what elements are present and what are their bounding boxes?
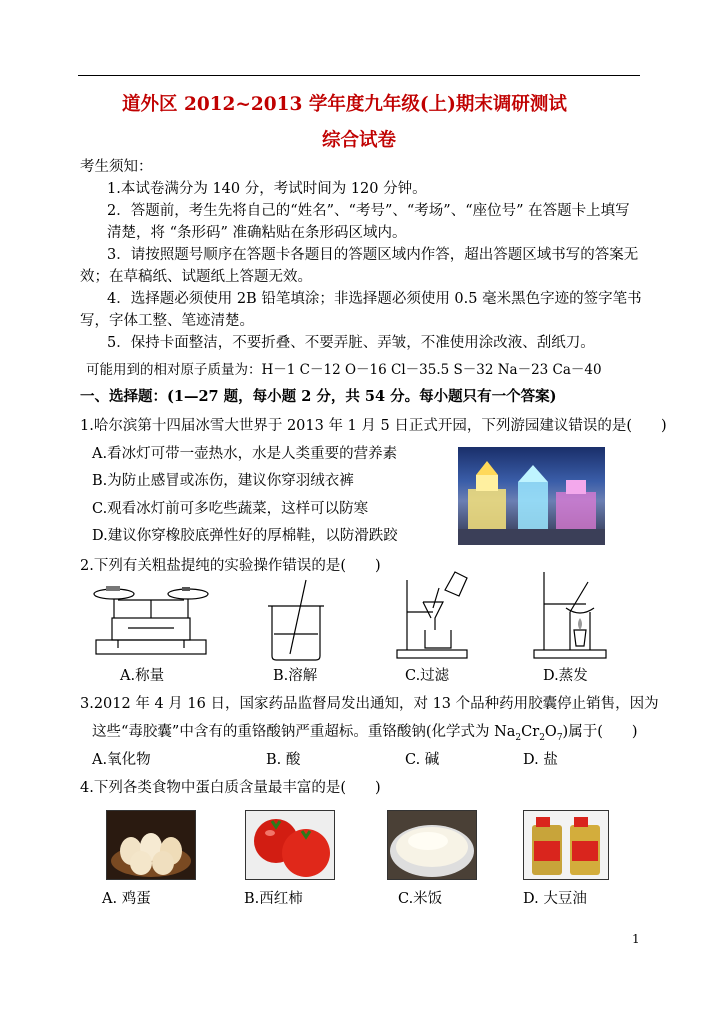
tomatoes-photo: [245, 810, 335, 880]
notice-item-4: 4．选择题必须使用 2B 铅笔填涂；非选择题必须使用 0.5 毫米黑色字迹的签字笔书: [107, 291, 642, 307]
notice-item-2-cont: 清楚，将 “条形码” 准确粘贴在条形码区域内。: [107, 225, 407, 241]
q3-cr: Cr: [521, 724, 540, 740]
page-title: 道外区 2012~2013 学年度九年级(上)期末调研测试: [122, 94, 567, 115]
q4-option-a: A. 鸡蛋: [102, 891, 151, 907]
notice-item-2: 2．答题前，考生先将自己的“姓名”、“考号”、“考场”、“座位号” 在答题卡上填写: [107, 203, 630, 219]
tomatoes-graphic: [246, 811, 334, 879]
q4-option-d: D. 大豆油: [523, 891, 587, 907]
q3-sub1: 2: [515, 732, 522, 743]
q3-sub2: 2: [539, 732, 545, 743]
eggs-graphic: [107, 811, 195, 879]
balance-diagram: [88, 578, 213, 662]
rice-photo: [387, 810, 477, 880]
atomic-masses: 可能用到的相对原子质量为：H－1 C－12 O－16 Cl－35.5 S－32 Na－23 Ca－40: [86, 362, 602, 378]
q1-option-a: A.看冰灯可带一壶热水，水是人类重要的营养素: [92, 446, 398, 462]
q3-stem-line2: [92, 720, 638, 743]
page-subtitle: 综合试卷: [322, 130, 397, 151]
q3-option-b: B. 酸: [266, 752, 301, 768]
ice-festival-photo: [458, 447, 605, 545]
q1-option-c: C.观看冰灯前可多吃些蔬菜，这样可以防寒: [92, 501, 369, 517]
rice-graphic: [388, 811, 476, 879]
soybean-oil-graphic: [524, 811, 608, 879]
section-heading: 一、选择题：(1—27 题，每小题 2 分，共 54 分。每小题只有一个答案): [80, 388, 557, 405]
q2-option-b: B.溶解: [273, 668, 318, 684]
notice-item-4-cont: 写，字体工整、笔迹清楚。: [80, 313, 254, 329]
dissolving-diagram: [262, 578, 330, 662]
q3-sub3: 7: [556, 732, 563, 743]
page-number: 1: [632, 932, 640, 946]
eggs-photo: [106, 810, 196, 880]
notice-item-3-cont: 效；在草稿纸、试题纸上答题无效。: [80, 269, 312, 285]
q3-option-c: C. 碱: [405, 752, 440, 768]
soybean-oil-photo: [523, 810, 609, 880]
notice-label: 考生须知：: [80, 159, 153, 175]
q4-stem: 4.下列各类食物中蛋白质含量最丰富的是( ): [80, 780, 381, 796]
filtration-diagram: [393, 568, 471, 662]
q2-stem: 2.下列有关粗盐提纯的实验操作错误的是( ): [80, 558, 381, 574]
q1-option-d: D.建议你穿橡胶底弹性好的厚棉鞋，以防滑跌跤: [92, 528, 398, 544]
notice-item-1: 1.本试卷满分为 140 分，考试时间为 120 分钟。: [107, 181, 427, 197]
q2-option-d: D.蒸发: [543, 668, 588, 684]
evaporation-diagram: [530, 568, 610, 662]
notice-item-5: 5．保持卡面整洁，不要折叠、不要弄脏、弄皱，不准使用涂改液、刮纸刀。: [107, 335, 595, 351]
q4-option-c: C.米饭: [398, 891, 443, 907]
ice-festival-graphic: [458, 447, 605, 545]
notice-item-3: 3．请按照题号顺序在答题卡各题目的答题区域内作答，超出答题区域书写的答案无: [107, 247, 639, 263]
q3-option-d: D. 盐: [523, 752, 558, 768]
q3-option-a: A.氧化物: [92, 752, 151, 768]
q1-option-b: B.为防止感冒或冻伤，建议你穿羽绒衣裤: [92, 473, 354, 489]
header-rule: [78, 75, 640, 76]
q3-stem-pre: 这些“毒胶囊”中含有的重铬酸钠严重超标。重铬酸钠(化学式为 Na: [92, 724, 516, 740]
q3-stem-post: )属于( ): [562, 724, 638, 740]
q3-o: O: [544, 724, 557, 740]
q1-stem: 1.哈尔滨第十四届冰雪大世界于 2013 年 1 月 5 日正式开园，下列游园建议错误的是( ): [80, 418, 667, 434]
q2-option-a: A.称量: [120, 668, 165, 684]
q3-stem-line1: 3.2012 年 4 月 16 日，国家药品监督局发出通知，对 13 个品种药用胶囊停止销售，因为: [80, 696, 659, 712]
q2-option-c: C.过滤: [405, 668, 450, 684]
q4-option-b: B.西红柿: [244, 891, 303, 907]
